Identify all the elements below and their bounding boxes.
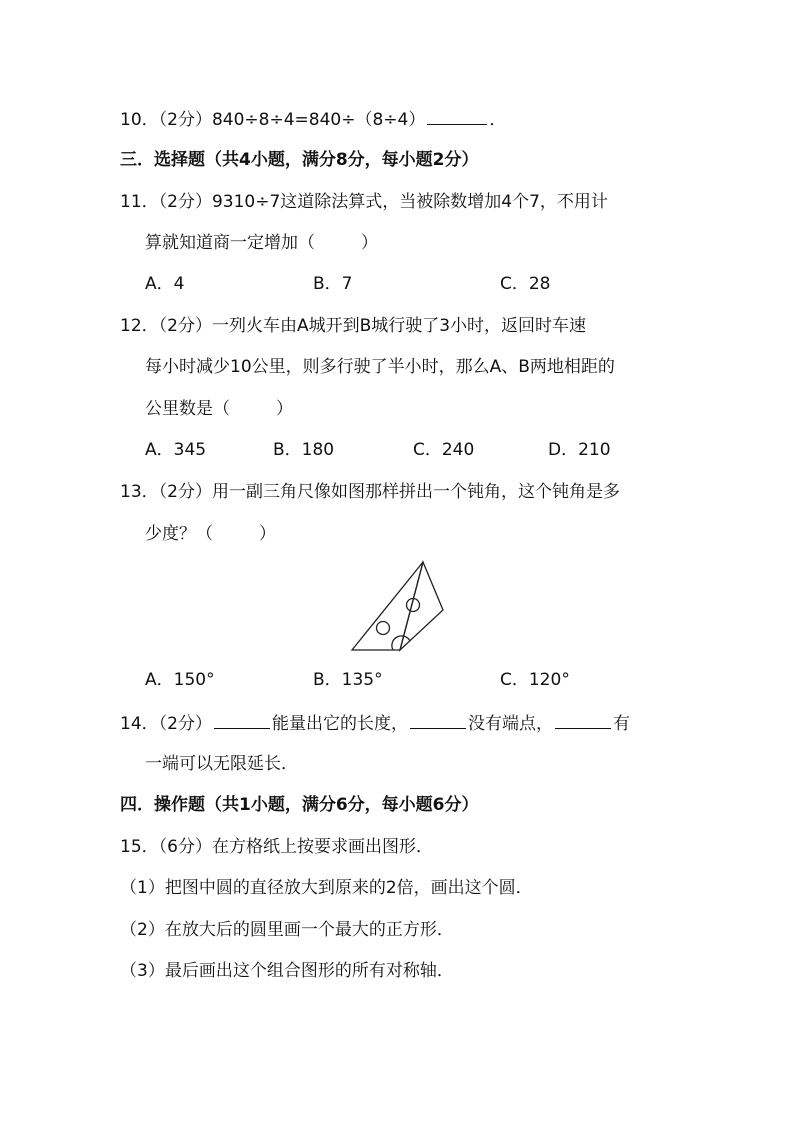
answer-blank xyxy=(427,107,487,125)
left-hole xyxy=(377,622,390,635)
section-heading-choice: 三．选择题（共4小题，满分8分，每小题2分） xyxy=(120,150,479,170)
option-b: B．7 xyxy=(313,274,353,294)
option-c: C．28 xyxy=(500,274,551,294)
question-12-stem: 公里数是（ xyxy=(145,399,230,419)
question-14-number: 14．（2分） xyxy=(120,714,212,734)
closing-paren: ） xyxy=(361,233,378,253)
question-11-stem: 算就知道商一定增加（ xyxy=(145,233,315,253)
question-10-text: 10．（2分）840÷8÷4=840÷（8÷4） xyxy=(120,110,426,130)
option-c: C．240 xyxy=(413,440,475,460)
question-14-part: 没有端点， xyxy=(467,714,553,734)
question-10 xyxy=(120,107,506,131)
question-14-line-1 xyxy=(120,711,630,735)
question-13-line-2 xyxy=(145,523,276,545)
question-11-line-1: 11．（2分）9310÷7这道除法算式，当被除数增加4个7，不用计 xyxy=(120,192,608,212)
question-15-item-3: （3）最后画出这个组合图形的所有对称轴． xyxy=(120,961,454,981)
closing-paren: ） xyxy=(276,399,293,419)
option-b: B．135° xyxy=(313,670,383,690)
option-a: A．345 xyxy=(145,440,207,460)
question-11-line-2 xyxy=(145,232,378,254)
answer-blank xyxy=(214,711,270,729)
question-12-line-3 xyxy=(145,398,293,420)
question-15-item-1: （1）把图中圆的直径放大到原来的2倍，画出这个圆． xyxy=(120,878,533,898)
answer-blank xyxy=(410,711,466,729)
question-15-line-1: 15．（6分）在方格纸上按要求画出图形． xyxy=(120,837,433,857)
section-heading-operation: 四．操作题（共1小题，满分6分，每小题6分） xyxy=(120,795,479,815)
question-14-part: 有 xyxy=(612,714,630,734)
question-13-stem: 少度？（ xyxy=(145,524,213,544)
question-12-line-2: 每小时减少10公里，则多行驶了半小时，那么A、B两地相距的 xyxy=(145,357,615,377)
set-squares-figure xyxy=(340,560,450,655)
question-14-part: 能量出它的长度， xyxy=(271,714,408,734)
option-a: A．4 xyxy=(145,274,185,294)
question-15-item-2: （2）在放大后的圆里画一个最大的正方形． xyxy=(120,920,454,940)
question-12-line-1: 12．（2分）一列火车由A城开到B城行驶了3小时，返回时车速 xyxy=(120,316,587,336)
question-13-line-1: 13．（2分）用一副三角尺像如图那样拼出一个钝角，这个钝角是多 xyxy=(120,482,620,502)
left-set-square xyxy=(352,562,423,650)
option-a: A．150° xyxy=(145,670,215,690)
question-10-end: ． xyxy=(489,110,507,130)
option-b: B．180 xyxy=(273,440,335,460)
option-c: C．120° xyxy=(500,670,570,690)
option-d: D．210 xyxy=(548,440,611,460)
question-14-line-2: 一端可以无限延长． xyxy=(145,754,298,774)
answer-blank xyxy=(555,711,611,729)
closing-paren: ） xyxy=(259,524,276,544)
